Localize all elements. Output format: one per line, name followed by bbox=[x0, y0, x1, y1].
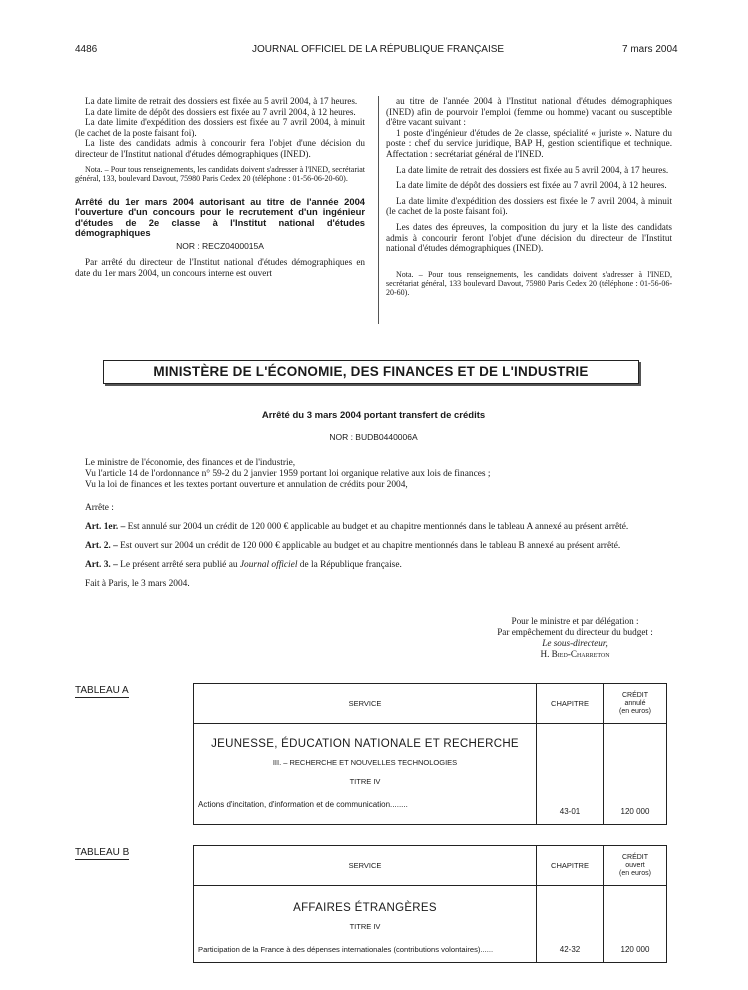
visa: Le ministre de l'économie, des finances et de l'industrie, bbox=[85, 458, 296, 468]
line-item: Actions d'incitation, d'information et de communication........ bbox=[198, 800, 408, 809]
paragraph: La date limite de retrait des dossiers est fixée au 5 avril 2004, à 17 heures. bbox=[85, 96, 358, 106]
signature-block bbox=[470, 616, 680, 660]
nor-reference: NOR : BUDB0440006A bbox=[329, 432, 418, 442]
article-label: Art. 3. – bbox=[85, 560, 118, 570]
column-divider bbox=[378, 96, 379, 324]
col-header-chapitre: CHAPITRE bbox=[537, 846, 604, 886]
tableau-a bbox=[193, 683, 667, 825]
service-cell bbox=[194, 724, 537, 825]
signature-line: Le sous-directeur, bbox=[542, 638, 608, 648]
chapitre-value: 43-01 bbox=[537, 724, 604, 825]
paragraph: La date limite de dépôt des dossiers est fixée au 7 avril 2004, à 12 heures. bbox=[396, 180, 667, 191]
article-3: Art. 3. – Le présent arrêté sera publié au Journal officiel de la République française. bbox=[85, 560, 402, 570]
col-header-service: SERVICE bbox=[194, 846, 537, 886]
ministry-banner: MINISTÈRE DE L'ÉCONOMIE, DES FINANCES ET DE L'INDUSTRIE bbox=[103, 360, 639, 384]
paragraph: au titre de l'année 2004 à l'Institut national d'études démographiques (INED) afin de pourvoir l'emploi (femme ou homme) vacant ou susceptible d'être vacant suivant : bbox=[386, 96, 672, 128]
paragraph: 1 poste d'ingénieur d'études de 2e classe, spécialité « juriste ». Nature du poste : chef du service juridique, BAP H, gestion scientifique et technique. Affectation : secrétariat général de l'INED. bbox=[386, 127, 672, 159]
credit-value: 120 000 bbox=[604, 724, 667, 825]
arrete-body bbox=[75, 458, 672, 590]
header-date: 7 mars 2004 bbox=[622, 44, 678, 55]
line-item: Participation de la France à des dépenses internationales (contributions volontaires)...... bbox=[198, 945, 494, 954]
paragraph: La liste des candidats admis à concourir fera l'objet d'une décision du directeur de l'Institut national d'études démographiques (INED). bbox=[75, 138, 365, 159]
col-header-credit: CRÉDIT ouvert (en euros) bbox=[604, 846, 667, 886]
service-cell bbox=[194, 886, 537, 963]
ministry-name: AFFAIRES ÉTRANGÈRES bbox=[293, 902, 437, 914]
ministry-name: JEUNESSE, ÉDUCATION NATIONALE ET RECHERCHE bbox=[211, 738, 519, 750]
paragraph: Les dates des épreuves, la composition du jury et la liste des candidats admis à concourir feront l'objet d'une décision du directeur de l'Institut national d'études démographiques (INED). bbox=[386, 221, 672, 254]
article-1: Art. 1er. – Est annulé sur 2004 un crédit de 120 000 € applicable au budget et au chapitre mentionnés dans le tableau A annexé au présent arrêté. bbox=[85, 522, 629, 532]
paragraph: Par arrêté du directeur de l'Institut national d'études démographiques en date du 1er mars 2004, un concours interne est ouvert bbox=[75, 257, 365, 278]
page-number: 4486 bbox=[75, 44, 98, 55]
left-column bbox=[75, 96, 365, 278]
nor-reference: NOR : RECZ0400015A bbox=[176, 240, 264, 251]
tableau-b bbox=[193, 845, 667, 963]
visa: Vu la loi de finances et les textes portant ouverture et annulation de crédits pour 2004, bbox=[85, 480, 408, 490]
journal-title: JOURNAL OFFICIEL DE LA RÉPUBLIQUE FRANÇAISE bbox=[252, 44, 505, 55]
paragraph: La date limite de dépôt des dossiers est fixée au 7 avril 2004, à 12 heures. bbox=[85, 106, 356, 117]
paragraph: La date limite d'expédition des dossiers est fixée le 7 avril 2004, à minuit (le cachet de la poste faisant foi). bbox=[386, 195, 672, 217]
arrete-title: Arrêté du 3 mars 2004 portant transfert de crédits bbox=[261, 410, 486, 421]
col-header-service: SERVICE bbox=[194, 684, 537, 724]
article-label: Art. 2. – bbox=[85, 541, 118, 551]
credit-value: 120 000 bbox=[604, 886, 667, 963]
visa: Vu l'article 14 de l'ordonnance n° 59-2 du 2 janvier 1959 portant loi organique relative aux lois de finances ; bbox=[85, 469, 491, 479]
titre-name: TITRE IV bbox=[349, 777, 381, 786]
tableau-b-label: TABLEAU B bbox=[75, 847, 130, 858]
titre-name: TITRE IV bbox=[349, 922, 381, 931]
signatory-name: H. Bied-Charreton bbox=[540, 649, 610, 659]
section-name: III. – RECHERCHE ET NOUVELLES TECHNOLOGIES bbox=[272, 758, 458, 767]
paragraph: La date limite d'expédition des dossiers est fixée au 7 avril 2004, à minuit (le cachet de la poste faisant foi). bbox=[75, 117, 365, 138]
article-label: Art. 1er. – bbox=[85, 522, 126, 532]
tableau-a-label: TABLEAU A bbox=[75, 685, 129, 696]
arrete-title: Arrêté du 1er mars 2004 autorisant au titre de l'année 2004 l'ouverture d'un concours pour le recrutement d'un ingénieur d'études de 2e classe à l'Institut national d'études démographiques bbox=[75, 195, 365, 239]
right-column bbox=[386, 96, 672, 297]
article-2: Art. 2. – Est ouvert sur 2004 un crédit de 120 000 € applicable au budget et au chapitre mentionnés dans le tableau B annexé au présent arrêté. bbox=[85, 541, 621, 551]
fait-a-paris: Fait à Paris, le 3 mars 2004. bbox=[85, 579, 190, 589]
chapitre-value: 42-32 bbox=[537, 886, 604, 963]
nota: Nota. – Pour tous renseignements, les candidats doivent s'adresser à l'INED, secrétariat général, 133 boulevard Davout, 75980 Paris Cedex 20 (téléphone : 01-56-06-20-60). bbox=[386, 269, 672, 298]
nota: Nota. – Pour tous renseignements, les candidats doivent s'adresser à l'INED, secrétariat général, 133, boulevard Davout, 75980 Paris Cedex 20 (téléphone : 01-56-06-20-60). bbox=[75, 164, 365, 183]
paragraph: La date limite de retrait des dossiers est fixée au 5 avril 2004, à 17 heures. bbox=[396, 164, 669, 175]
arrete-keyword: Arrête : bbox=[85, 503, 114, 513]
signature-line: Pour le ministre et par délégation : bbox=[511, 616, 639, 626]
col-header-credit: CRÉDIT annulé (en euros) bbox=[604, 684, 667, 724]
col-header-chapitre: CHAPITRE bbox=[537, 684, 604, 724]
signature-line: Par empêchement du directeur du budget : bbox=[497, 627, 653, 637]
